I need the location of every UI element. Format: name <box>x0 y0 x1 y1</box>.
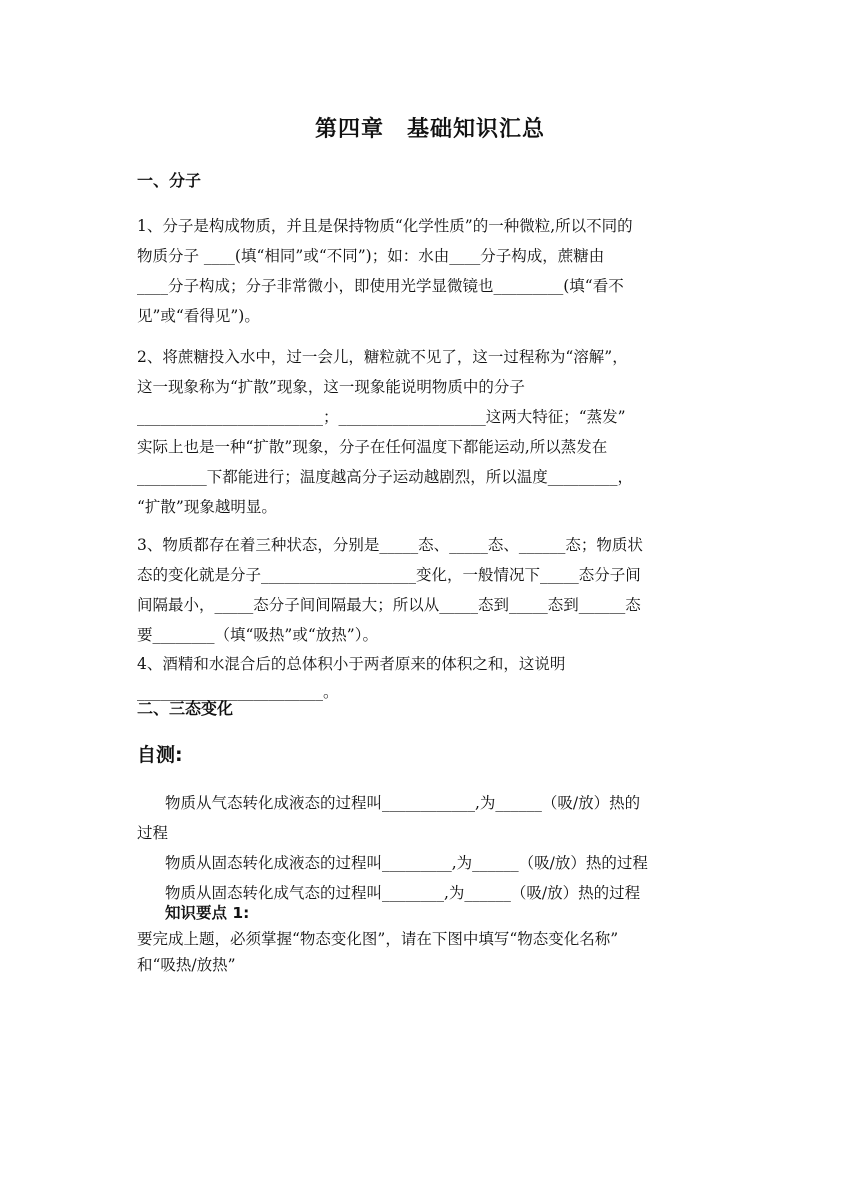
paragraph-line: 1、分子是构成物质，并且是保持物质“化学性质”的一种微粒,所以不同的 <box>137 217 633 235</box>
knowledge-point-label: 知识要点 1: <box>165 904 250 922</box>
paragraph-line: 3、物质都存在着三种状态，分别是_____态、_____态、______态；物质状 <box>137 536 643 554</box>
section-heading-molecules: 一、分子 <box>137 171 202 190</box>
paragraph-line: 态的变化就是分子____________________变化，一般情况下_____态分子间 <box>137 566 641 584</box>
self-test-questions <box>137 788 727 908</box>
instruction-line: 和“吸热/放热” <box>137 956 236 974</box>
paragraph-line: 2、将蔗糖投入水中，过一会儿，糖粒就不见了，这一过程称为“溶解”， <box>137 348 628 366</box>
self-test-heading: 自测: <box>137 744 183 766</box>
knowledge-point <box>137 900 727 978</box>
instruction-line: 要完成上题，必须掌握“物态变化图”，请在下图中填写“物态变化名称” <box>137 930 619 948</box>
question-line: 物质从气态转化成液态的过程叫____________,为______（吸/放）热的 <box>165 794 641 812</box>
question-line: 物质从固态转化成液态的过程叫_________,为______（吸/放）热的过程 <box>165 854 648 872</box>
paragraph-line: ____分子构成；分子非常微小，即使用光学显微镜也_________(填“看不 <box>137 277 624 295</box>
paragraph-line: 这一现象称为“扩散”现象，这一现象能说明物质中的分子 <box>137 378 525 396</box>
paragraph-line: 物质分子 ____(填“相同”或“不同”)；如：水由____分子构成，蔗糖由 <box>137 247 605 265</box>
paragraph-line: “扩散”现象越明显。 <box>137 498 277 516</box>
paragraph-line: 间隔最小，_____态分子间间隔最大；所以从_____态到_____态到______态 <box>137 596 641 614</box>
paragraph-line: 要________（填“吸热”或“放热”）。 <box>137 626 378 644</box>
paragraph-line: _________下都能进行；温度越高分子运动越剧烈，所以温度_________， <box>137 468 634 486</box>
paragraph-2 <box>137 342 727 522</box>
paragraph-line: 见”或“看得见”)。 <box>137 307 260 325</box>
page-title: 第四章 基础知识汇总 <box>314 117 545 142</box>
paragraph-3 <box>137 530 727 706</box>
question-line: 物质从固态转化成气态的过程叫________,为______（吸/放）热的过程 <box>165 884 641 902</box>
section-heading-state-change: 二、三态变化 <box>137 699 234 718</box>
paragraph-line: 4、酒精和水混合后的总体积小于两者原来的体积之和，这说明 <box>137 655 566 673</box>
paragraph-line: ________________________。 <box>137 683 339 701</box>
paragraph-line: 实际上也是一种“扩散”现象，分子在任何温度下都能运动,所以蒸发在 <box>137 438 608 456</box>
paragraph-1 <box>137 211 727 331</box>
question-line: 过程 <box>137 824 169 842</box>
paragraph-line: ________________________；___________________这两大特征；“蒸发” <box>137 408 626 426</box>
